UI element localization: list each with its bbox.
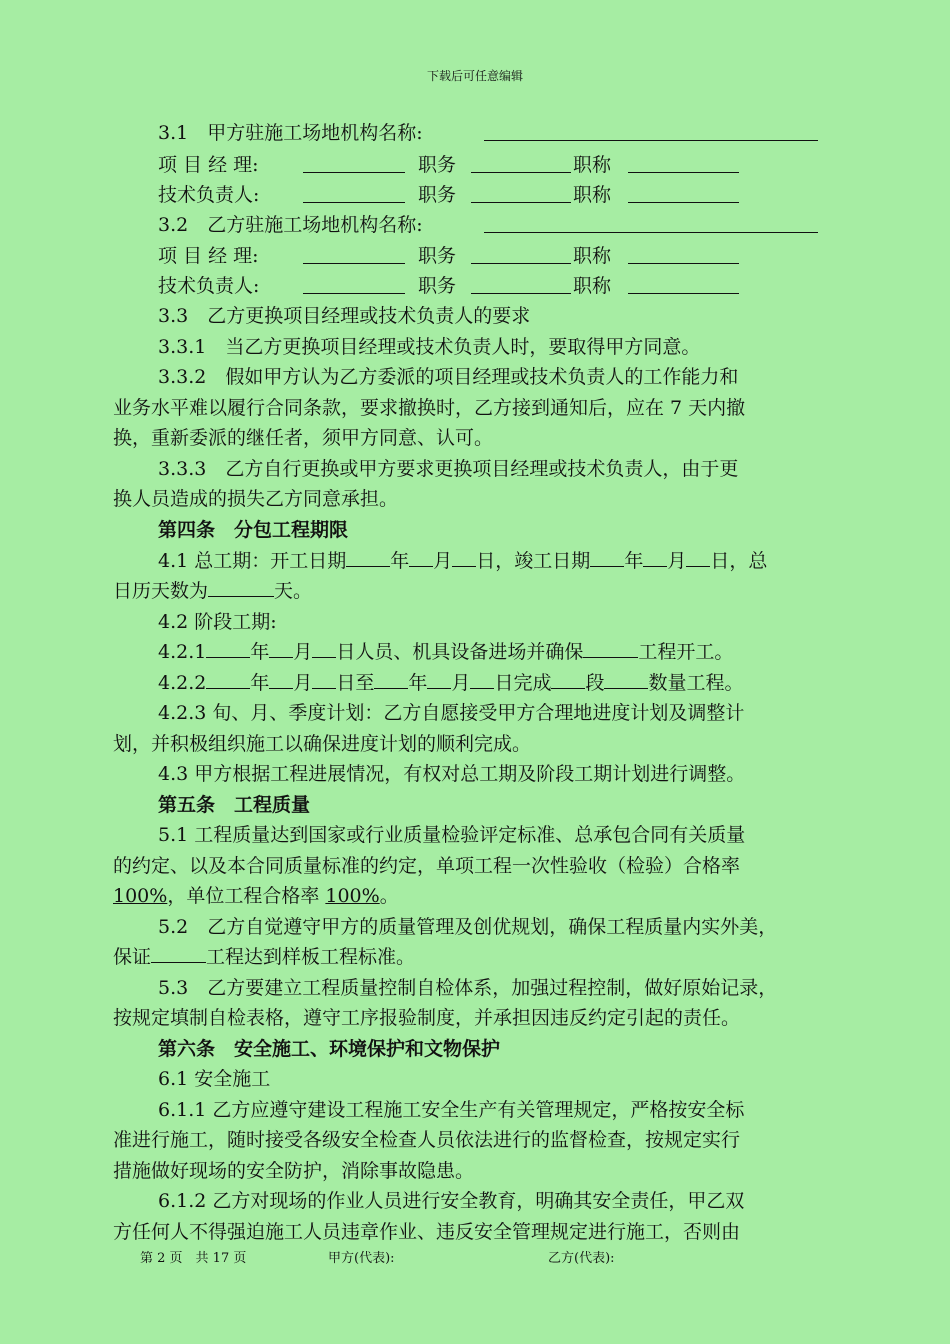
label-position: 职务 (418, 154, 457, 176)
text: 4.2.2 (158, 672, 207, 694)
label-title: 职称 (573, 245, 612, 267)
blank-field[interactable] (303, 152, 405, 173)
text: 月 (451, 672, 471, 694)
text: 日，竣工日期 (476, 550, 591, 572)
text: 工程开工。 (638, 641, 734, 663)
blank-field[interactable] (303, 182, 405, 203)
text: 月 (293, 641, 313, 663)
blank-field[interactable] (374, 668, 408, 689)
blank-field[interactable] (206, 668, 250, 689)
label-title: 职称 (573, 184, 612, 206)
blank-field[interactable] (312, 637, 336, 658)
text: 年 (250, 641, 270, 663)
text: 100% (325, 885, 380, 907)
blank-field[interactable] (303, 243, 405, 264)
blank-field[interactable] (151, 942, 206, 963)
text: 年 (624, 550, 644, 572)
text: 100% (113, 885, 168, 907)
line-4-2-1 (158, 637, 733, 664)
label-position: 职务 (418, 245, 457, 267)
text: 年 (250, 672, 270, 694)
line-4-1 (158, 546, 767, 573)
label-position: 职务 (418, 184, 457, 206)
footer-party-b: 乙方(代表): (548, 1251, 615, 1266)
line-3-3-3: 3.3.3 乙方自行更换或甲方要求更换项目经理或技术负责人，由于更 (158, 458, 739, 480)
blank-field[interactable] (346, 546, 390, 567)
blank-field[interactable] (269, 637, 293, 658)
blank-field[interactable] (583, 637, 638, 658)
text: 月 (433, 550, 453, 572)
line-3-2: 3.2 乙方驻施工场地机构名称: (158, 214, 423, 236)
text: 段 (585, 672, 605, 694)
line-4-3: 4.3 甲方根据工程进展情况，有权对总工期及阶段工期计划进行调整。 (158, 763, 746, 785)
label-project-manager: 项 目 经 理: (158, 154, 259, 176)
page-header: 下载后可任意编辑 (426, 69, 523, 83)
footer-page-number: 第 2 页 共 17 页 (140, 1251, 247, 1266)
blank-field[interactable] (409, 546, 433, 567)
label-project-manager: 项 目 经 理: (158, 245, 259, 267)
text: ，单位工程合格率 (167, 885, 326, 907)
text: 年 (390, 550, 410, 572)
blank-field[interactable] (208, 576, 274, 597)
blank-field[interactable] (269, 668, 293, 689)
blank-field[interactable] (471, 273, 571, 294)
text: 月 (293, 672, 313, 694)
text: 数量工程。 (648, 672, 744, 694)
paragraph-line: 划，并积极组织施工以确保进度计划的顺利完成。 (113, 733, 532, 755)
blank-field[interactable] (471, 152, 571, 173)
label-tech-lead: 技术负责人: (158, 275, 260, 297)
line-5-1: 5.1 工程质量达到国家或行业质量检验评定标准、总承包合同有关质量 (158, 824, 746, 846)
line-3-3-1: 3.3.1 当乙方更换项目经理或技术负责人时，要取得甲方同意。 (158, 336, 701, 358)
line-3-3-2: 3.3.2 假如甲方认为乙方委派的项目经理或技术负责人的工作能力和 (158, 366, 739, 388)
text: 月 (667, 550, 687, 572)
paragraph-line: 的约定、以及本合同质量标准的约定，单项工程一次性验收（检验）合格率 (113, 855, 741, 877)
text: 。 (379, 885, 399, 907)
line-3-3: 3.3 乙方更换项目经理或技术负责人的要求 (158, 305, 531, 327)
text: 年 (408, 672, 428, 694)
blank-field[interactable] (484, 120, 818, 141)
paragraph-line: 换人员造成的损失乙方同意承担。 (113, 488, 399, 510)
line-4-2: 4.2 阶段工期: (158, 611, 277, 633)
blank-field[interactable] (628, 243, 739, 264)
blank-field[interactable] (206, 637, 250, 658)
blank-field[interactable] (303, 273, 405, 294)
blank-field[interactable] (628, 273, 739, 294)
line-3-1: 3.1 甲方驻施工场地机构名称: (158, 122, 423, 144)
line-4-2-2 (158, 668, 743, 695)
label-title: 职称 (573, 275, 612, 297)
paragraph-line: 准进行施工，随时接受各级安全检查人员依法进行的监督检查，按规定实行 (113, 1129, 741, 1151)
footer-party-a: 甲方(代表): (328, 1251, 395, 1266)
section-heading-6: 第六条 安全施工、环境保护和文物保护 (158, 1038, 501, 1060)
text: 工程达到样板工程标准。 (206, 946, 416, 968)
section-heading-4: 第四条 分包工程期限 (158, 519, 349, 541)
text: 日，总 (710, 550, 768, 572)
text: 日历天数为 (113, 580, 209, 602)
line-4-1-cont (113, 576, 312, 603)
blank-field[interactable] (312, 668, 336, 689)
line-6-1: 6.1 安全施工 (158, 1068, 271, 1090)
blank-field[interactable] (470, 668, 494, 689)
text: 4.2.1 (158, 641, 207, 663)
blank-field[interactable] (484, 212, 818, 233)
text: 日至 (336, 672, 375, 694)
paragraph-line: 按规定填制自检表格，遵守工序报验制度，并承担因违反约定引起的责任。 (113, 1007, 741, 1029)
paragraph-line: 措施做好现场的安全防护，消除事故隐患。 (113, 1160, 475, 1182)
text: 4.1 总工期：开工日期 (158, 550, 347, 572)
blank-field[interactable] (643, 546, 667, 567)
label-title: 职称 (573, 154, 612, 176)
line-6-1-2: 6.1.2 乙方对现场的作业人员进行安全教育，明确其安全责任，甲乙双 (158, 1190, 745, 1212)
blank-field[interactable] (471, 243, 571, 264)
blank-field[interactable] (427, 668, 451, 689)
paragraph-line (113, 881, 399, 908)
blank-field[interactable] (471, 182, 571, 203)
section-heading-5: 第五条 工程质量 (158, 794, 311, 816)
blank-field[interactable] (452, 546, 476, 567)
blank-field[interactable] (604, 668, 648, 689)
line-4-2-3: 4.2.3 旬、月、季度计划：乙方自愿接受甲方合理地进度计划及调整计 (158, 702, 745, 724)
text: 天。 (274, 580, 313, 602)
text: 保证 (113, 946, 152, 968)
line-5-3: 5.3 乙方要建立工程质量控制自检体系，加强过程控制，做好原始记录， (158, 977, 778, 999)
blank-field[interactable] (628, 152, 739, 173)
paragraph-line: 换，重新委派的继任者，须甲方同意、认可。 (113, 427, 494, 449)
label-tech-lead: 技术负责人: (158, 184, 260, 206)
text: 日人员、机具设备进场并确保 (336, 641, 584, 663)
line-6-1-1: 6.1.1 乙方应遵守建设工程施工安全生产有关管理规定，严格按安全标 (158, 1099, 745, 1121)
text: 日完成 (494, 672, 552, 694)
paragraph-line: 方任何人不得强迫施工人员违章作业、违反安全管理规定进行施工，否则由 (113, 1221, 741, 1243)
blank-field[interactable] (551, 668, 585, 689)
blank-field[interactable] (686, 546, 710, 567)
paragraph-line: 业务水平难以履行合同条款，要求撤换时，乙方接到通知后，应在 7 天内撤 (113, 397, 746, 419)
paragraph-line (113, 942, 415, 969)
label-position: 职务 (418, 275, 457, 297)
blank-field[interactable] (628, 182, 739, 203)
line-5-2: 5.2 乙方自觉遵守甲方的质量管理及创优规划，确保工程质量内实外美， (158, 916, 778, 938)
blank-field[interactable] (590, 546, 624, 567)
